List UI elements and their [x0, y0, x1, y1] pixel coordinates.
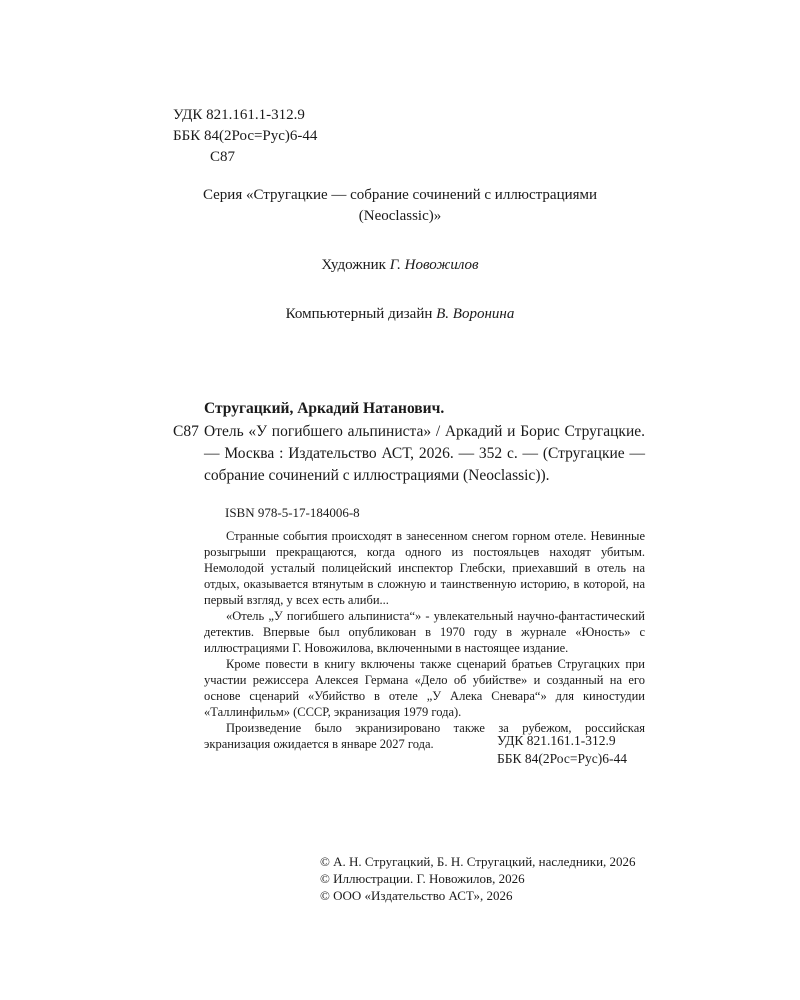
annotation-paragraph: Произведение было экранизировано также за рубежом, российская экранизация ожидается в январе 2027 года. [204, 721, 645, 751]
record-author: Стругацкий, Аркадий Натанович. [204, 400, 445, 417]
annotation-paragraph: Странные события происходят в занесенном снегом горном отеле. Невинные розыгрыши прекращаются, когда одного из постояльцев находят убитым. Немолодой усталый полицейский инспектор Глебски, приехавший в отель на отдых, оказывается втянутым в сложную и таинственную историю, в которой, на первый взгляд, у всех есть алиби... [204, 529, 645, 607]
series-title-line-2: (Neoclassic)» [358, 208, 442, 224]
design-credit [150, 304, 650, 325]
artist-credit [150, 255, 650, 276]
annotation-paragraph: Кроме повести в книгу включены также сценарий братьев Стругацких при участии режиссера Алексея Германа «Дело об убийстве» и созданный на его основе сценарий «Убийство в отеле „У Алека Сневара“» для киностудии «Таллинфильм» (СССР, экранизация 1979 года). [204, 657, 645, 719]
annotation [204, 528, 645, 752]
design-label: Компьютерный дизайн [285, 306, 437, 322]
annotation-paragraph: «Отель „У погибшего альпиниста“» - увлекательный научно-фантастический детектив. Впервые был опубликован в 1970 году в журнале «Юность» с иллюстрациями Г. Новожилова, включенными в настоящее издание. [204, 609, 645, 655]
author-sign-code: С87 [210, 149, 236, 165]
udk-code: УДК 821.161.1-312.9 [173, 107, 305, 123]
copyright-line: © Иллюстрации. Г. Новожилов, 2026 [320, 871, 525, 886]
design-name: В. Воронина [436, 306, 515, 322]
series-title-line-1: Серия «Стругацкие — собрание сочинений с иллюстрациями [202, 187, 598, 203]
udk-code-bottom: УДК 821.161.1-312.9 [497, 733, 616, 748]
record-code: С87 [173, 423, 199, 440]
record-description: Отель «У погибшего альпиниста» / Аркадий и Борис Стругацкие. — Москва : Издательство АСТ, 2026. — 352 с. — (Стругацкие — собрание сочинений с иллюстрациями (Neoclassic)). [204, 423, 645, 484]
copyright-line: © ООО «Издательство АСТ», 2026 [320, 888, 513, 903]
bbk-code-bottom: ББК 84(2Рос=Рус)6-44 [497, 751, 627, 766]
bbk-code: ББК 84(2Рос=Рус)6-44 [173, 128, 318, 144]
copyright-line: © А. Н. Стругацкий, Б. Н. Стругацкий, наследники, 2026 [320, 854, 636, 869]
artist-name: Г. Новожилов [389, 257, 479, 273]
isbn: ISBN 978-5-17-184006-8 [225, 505, 360, 520]
artist-label: Художник [321, 257, 390, 273]
